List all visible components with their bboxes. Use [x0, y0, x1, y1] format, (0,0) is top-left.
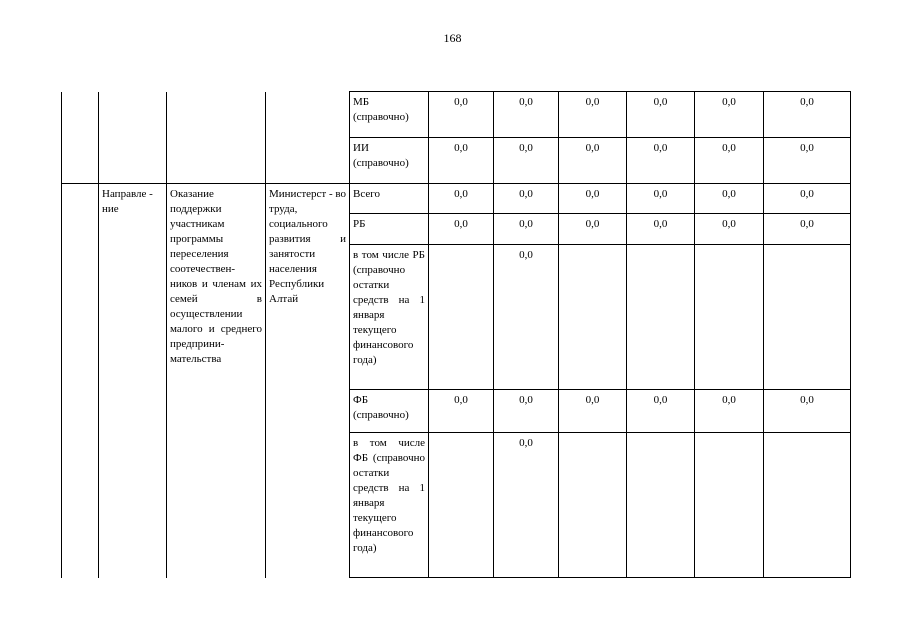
- responsible-cell: [266, 92, 350, 184]
- value-cell: 0,0: [627, 214, 695, 245]
- funding-source-cell: РБ: [350, 214, 429, 245]
- value-cell: 0,0: [764, 214, 851, 245]
- value-cell: 0,0: [764, 390, 851, 433]
- value-cell: 0,0: [559, 214, 627, 245]
- page-number: 168: [443, 31, 462, 45]
- value-cell: 0,0: [494, 390, 559, 433]
- value-cell: 0,0: [627, 138, 695, 184]
- value-cell: 0,0: [429, 138, 494, 184]
- value-cell: [627, 433, 695, 578]
- type-cell: Направле - ние: [99, 184, 167, 578]
- value-cell: 0,0: [559, 390, 627, 433]
- funding-source-cell: ФБ (справочно): [350, 390, 429, 433]
- value-cell: [429, 433, 494, 578]
- value-cell: 0,0: [627, 390, 695, 433]
- value-cell: 0,0: [695, 92, 764, 138]
- value-cell: 0,0: [494, 92, 559, 138]
- name-cell: Оказание поддержки участникам программы переселения соотечествен-ников и членам их семей в осуществлении малого и среднего предприни-мательства: [167, 184, 266, 578]
- value-cell: 0,0: [429, 92, 494, 138]
- funding-source-cell: Всего: [350, 184, 429, 214]
- value-cell: 0,0: [494, 433, 559, 578]
- funding-source-cell: ИИ (справочно): [350, 138, 429, 184]
- value-cell: 0,0: [559, 138, 627, 184]
- value-cell: [695, 433, 764, 578]
- responsible-cell: Министерст - во труда, социального развития и занятости населения Республики Алтай: [266, 184, 350, 578]
- value-cell: 0,0: [429, 214, 494, 245]
- funding-source-cell: в том числе РБ (справочно остатки средств на 1 января текущего финансового года): [350, 245, 429, 390]
- name-cell: [167, 92, 266, 184]
- value-cell: 0,0: [695, 138, 764, 184]
- value-cell: 0,0: [429, 390, 494, 433]
- value-cell: 0,0: [494, 214, 559, 245]
- table-row: [62, 184, 851, 214]
- value-cell: 0,0: [494, 138, 559, 184]
- value-cell: [695, 245, 764, 390]
- value-cell: 0,0: [627, 92, 695, 138]
- funding-source-cell: МБ (справочно): [350, 92, 429, 138]
- value-cell: [764, 245, 851, 390]
- value-cell: 0,0: [695, 390, 764, 433]
- value-cell: 0,0: [559, 184, 627, 214]
- value-cell: [429, 245, 494, 390]
- value-cell: 0,0: [695, 214, 764, 245]
- funding-source-cell: в том числе ФБ (справочно остатки средств на 1 января текущего финансового года): [350, 433, 429, 578]
- value-cell: 0,0: [764, 92, 851, 138]
- value-cell: 0,0: [559, 92, 627, 138]
- value-cell: 0,0: [494, 245, 559, 390]
- value-cell: 0,0: [764, 184, 851, 214]
- program-budget-table: [61, 91, 851, 578]
- value-cell: [627, 245, 695, 390]
- value-cell: [559, 245, 627, 390]
- number-cell: [62, 184, 99, 578]
- value-cell: 0,0: [429, 184, 494, 214]
- value-cell: 0,0: [764, 138, 851, 184]
- value-cell: 0,0: [627, 184, 695, 214]
- value-cell: [764, 433, 851, 578]
- type-cell: [99, 92, 167, 184]
- value-cell: [559, 433, 627, 578]
- number-cell: [62, 92, 99, 184]
- value-cell: 0,0: [695, 184, 764, 214]
- value-cell: 0,0: [494, 184, 559, 214]
- table-row: [62, 92, 851, 138]
